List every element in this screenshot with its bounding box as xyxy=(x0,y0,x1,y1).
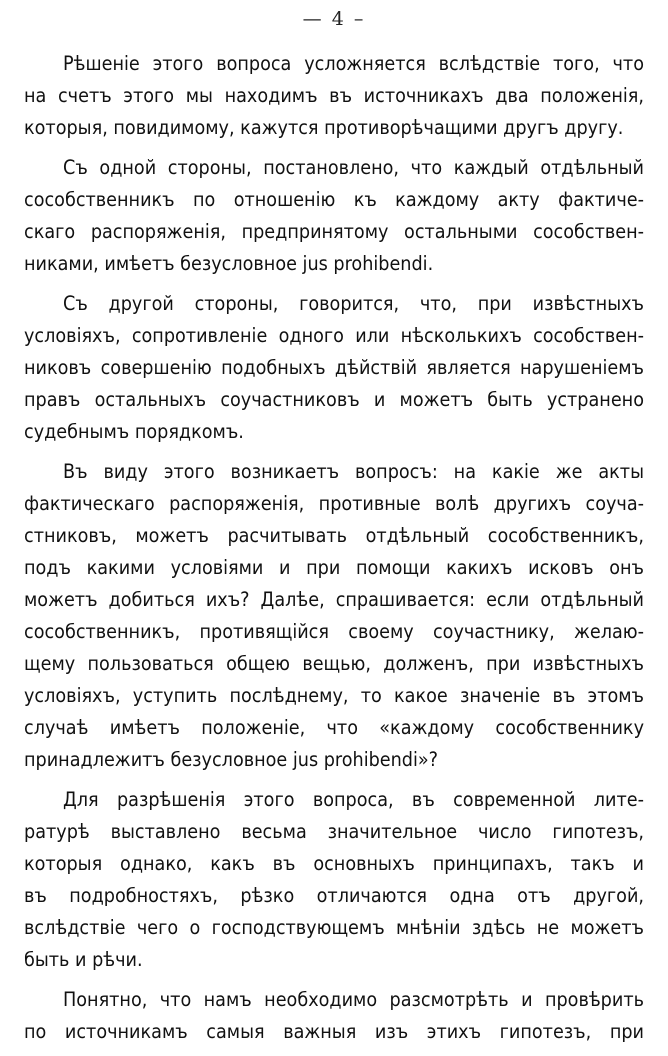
text-line: вслѣдствіе чего о господствующемъ мнѣніи здѣсь не можетъ xyxy=(24,916,644,939)
text-line: скаго распоряженія, предпринятому остальными сособствен- xyxy=(24,220,644,243)
text-line: фактическаго распоряженія, противные волѣ другихъ соуча- xyxy=(24,492,644,515)
text-line: никами, имѣетъ безусловное jus prohibendi. xyxy=(24,252,434,275)
text-line: Понятно, что намъ необходимо разсмотрѣть и провѣрить xyxy=(63,988,644,1011)
text-line: принадлежитъ безусловное jus prohibendi»? xyxy=(24,748,439,771)
text-line: по источникамъ самыя важныя изъ этихъ гипотезъ, при xyxy=(24,1020,644,1043)
text-line: правъ остальныхъ соучастниковъ и можетъ быть устранено xyxy=(24,388,644,411)
text-line: условіяхъ, сопротивленіе одного или нѣсколькихъ сособствен- xyxy=(24,324,644,347)
text-line: случаѣ имѣетъ положеніе, что «каждому сособственнику xyxy=(24,716,644,739)
text-line: Въ виду этого возникаетъ вопросъ: на какіе же акты xyxy=(63,460,644,483)
paragraph-5 xyxy=(24,784,644,976)
text-line: никовъ совершенію подобныхъ дѣйствій является нарушеніемъ xyxy=(24,356,644,379)
text-line: стниковъ, можетъ расчитывать отдѣльный сособственникъ, xyxy=(24,524,644,547)
paragraph-4 xyxy=(24,456,644,776)
page-number: — 4 – xyxy=(302,8,366,30)
text-line: Для разрѣшенія этого вопроса, въ современной лите- xyxy=(63,788,644,811)
paragraph-3 xyxy=(24,288,644,448)
text-line: сособственникъ, противящійся своему соучастнику, желаю- xyxy=(24,620,644,643)
text-line: Съ одной стороны, постановлено, что каждый отдѣльный xyxy=(63,156,644,179)
text-line: быть и рѣчи. xyxy=(24,948,143,971)
text-line: судебнымъ порядкомъ. xyxy=(24,420,244,443)
text-line: можетъ добиться ихъ? Далѣе, спрашивается: если отдѣльный xyxy=(24,588,644,611)
text-line: щему пользоваться общею вещью, долженъ, при извѣстныхъ xyxy=(24,652,644,675)
text-line: на счетъ этого мы находимъ въ источникахъ два положенія, xyxy=(24,84,644,107)
text-line: Съ другой стороны, говорится, что, при извѣстныхъ xyxy=(63,292,644,315)
paragraph-1 xyxy=(24,48,644,144)
body-text xyxy=(24,48,644,1056)
text-line: условіяхъ, уступить послѣднему, то какое значеніе въ этомъ xyxy=(24,684,644,707)
text-line: въ подробностяхъ, рѣзко отличаются одна отъ другой, xyxy=(24,884,644,907)
paragraph-2 xyxy=(24,152,644,280)
text-line: Рѣшеніе этого вопроса усложняется вслѣдствіе того, что xyxy=(63,52,644,75)
text-line: ратурѣ выставлено весьма значительное число гипотезъ, xyxy=(24,820,644,843)
text-line: сособственникъ по отношенію къ каждому акту фактиче- xyxy=(24,188,644,211)
text-line: которыя однако, какъ въ основныхъ принципахъ, такъ и xyxy=(24,852,644,875)
text-line: которыя, повидимому, кажутся противорѣчащими другъ другу. xyxy=(24,116,624,139)
text-line: подъ какими условіями и при помощи какихъ исковъ онъ xyxy=(24,556,644,579)
paragraph-6 xyxy=(24,984,644,1048)
